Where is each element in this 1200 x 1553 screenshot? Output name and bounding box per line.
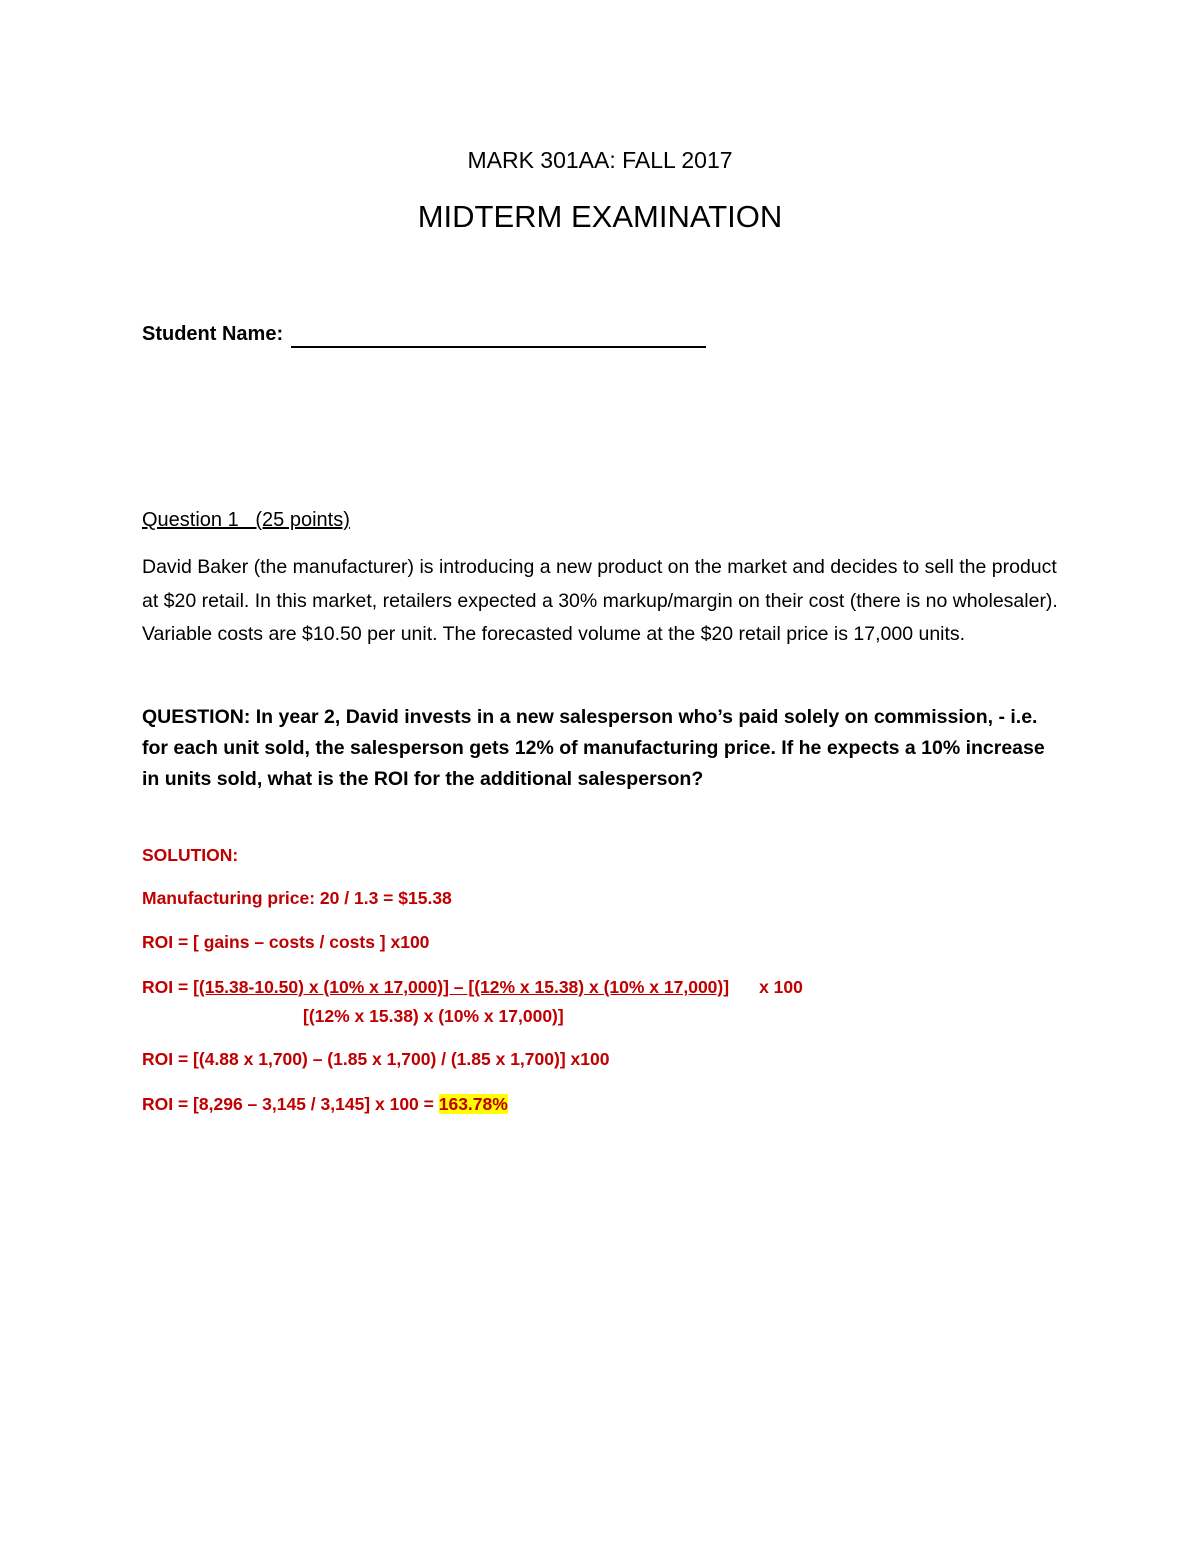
solution-roi-fraction-denominator: [(12% x 15.38) x (10% x 17,000)] — [303, 1006, 564, 1026]
solution-roi-definition: ROI = [ gains – costs / costs ] x100 — [142, 932, 430, 952]
question-body: David Baker (the manufacturer) is introducing a new product on the market and decides to sell the product at $20 retail. In this market, retailers expected a 30% markup/margin on their cost (there is no wholesaler). Variable costs are $10.50 per unit. The forecasted volume at the $20 retail price is 17,000 units. — [142, 556, 1058, 645]
question-heading: Question 1 (25 points) — [142, 509, 350, 531]
course-title: MARK 301AA: FALL 2017 — [467, 147, 733, 173]
solution-roi-final — [142, 1092, 508, 1116]
exam-title: MIDTERM EXAMINATION — [417, 199, 783, 234]
solution-roi-calculation: ROI = [(4.88 x 1,700) – (1.85 x 1,700) / (1.85 x 1,700)] x100 — [142, 1049, 610, 1069]
roi-numerator: [(15.38-10.50) x (10% x 17,000)] – [(12% x 15.38) x (10% x 17,000)] — [193, 977, 730, 997]
student-name-row — [142, 320, 706, 348]
solution-roi-fraction-numerator — [142, 975, 803, 999]
roi-final-value: 163.78% — [438, 1094, 508, 1114]
roi-prefix: ROI = — [142, 977, 194, 997]
solution-label: SOLUTION: — [142, 845, 239, 865]
solution-manufacturing-price: Manufacturing price: 20 / 1.3 = $15.38 — [142, 888, 452, 908]
roi-final-prefix: ROI = [8,296 – 3,145 / 3,145] x 100 = — [142, 1094, 439, 1114]
question-prompt: QUESTION: In year 2, David invests in a new salesperson who’s paid solely on commission, - i.e. for each unit sold, the salesperson gets 12% of manufacturing price. If he expects a 10% increase in units sold, what is the ROI for the additional salesperson? — [142, 706, 1045, 790]
student-name-label: Student Name: — [142, 323, 284, 345]
student-name-field[interactable] — [291, 324, 706, 348]
roi-times: x 100 — [759, 977, 803, 997]
